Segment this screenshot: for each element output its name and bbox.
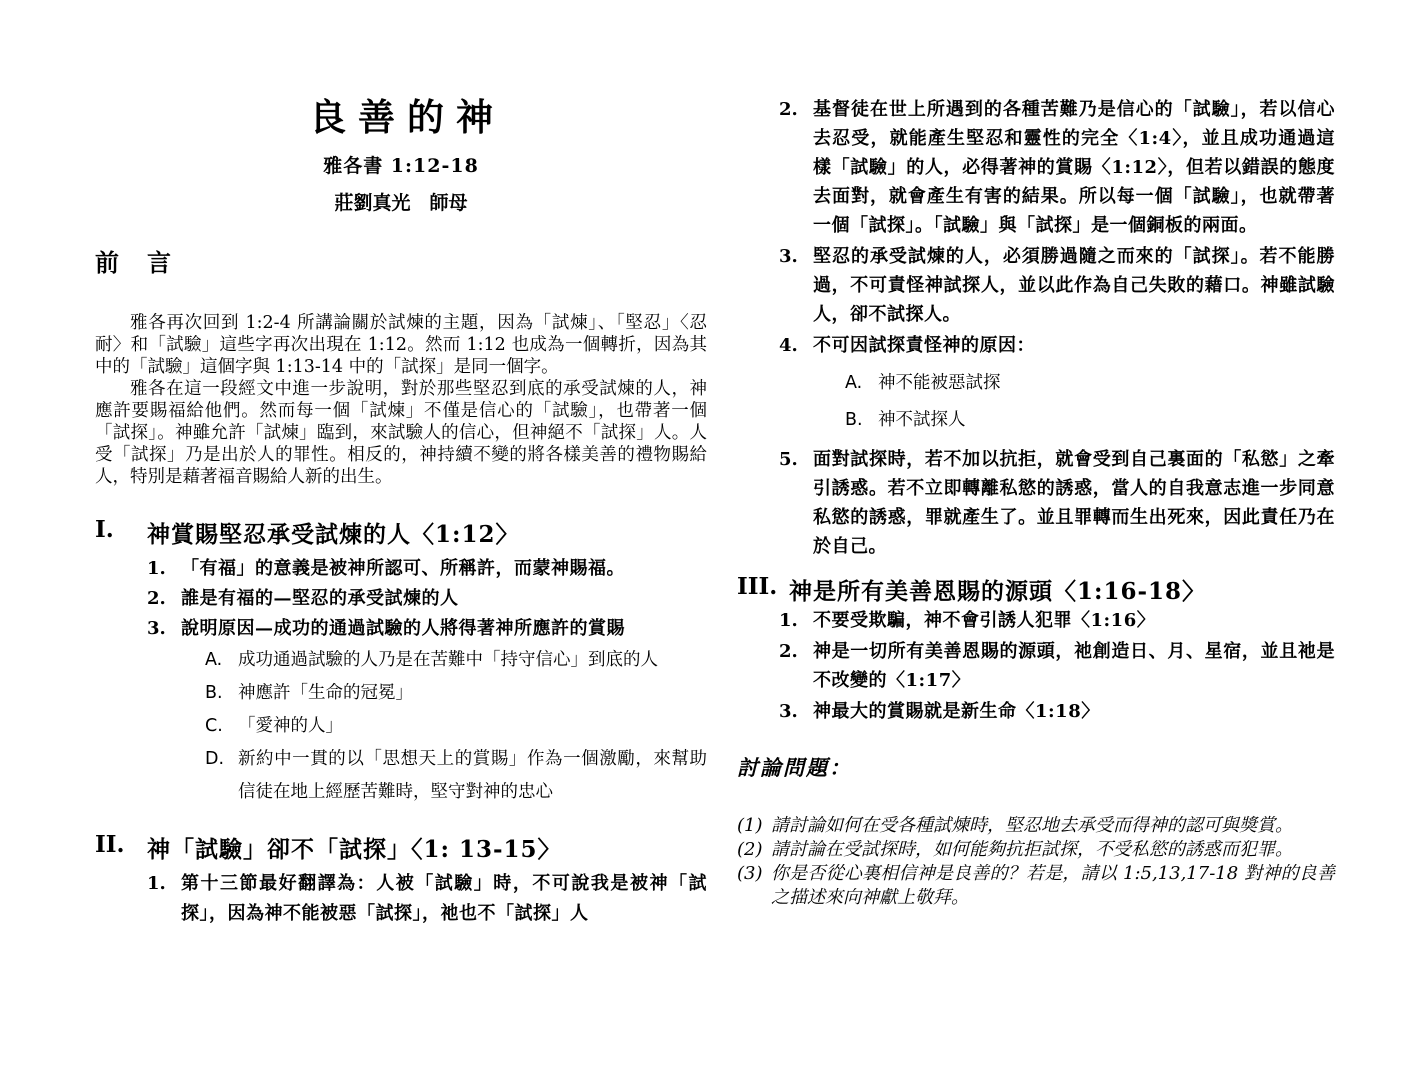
question-number: (2): [737, 839, 763, 860]
section-2-title: 神「試驗」卻不「試探」〈1: 13-15〉: [147, 836, 562, 863]
section-2-subitems: [845, 365, 1335, 439]
outline-item: [779, 331, 1335, 360]
section-1-title: 神賞賜堅忍承受試煉的人〈1:12〉: [147, 521, 520, 548]
item-text: 誰是有福的—堅忍的承受試煉的人: [181, 588, 459, 609]
outline-subitem: [205, 644, 707, 677]
section-3-numeral: III.: [737, 573, 778, 600]
outline-item: [147, 554, 707, 584]
section-1-subitems: [205, 644, 707, 809]
section-2-heading: [95, 831, 707, 864]
item-text: 堅忍的承受試煉的人，必須勝過隨之而來的「試探」。若不能勝過，不可責怪神試探人，並以此作為自己失敗的藉口。神雖試驗人，卻不試探人。: [813, 246, 1335, 325]
item-number: 5.: [779, 449, 798, 470]
item-number: 1.: [779, 610, 798, 631]
subitem-text: 成功通過試驗的人乃是在苦難中「持守信心」到底的人: [238, 650, 658, 670]
subitem-letter: B.: [205, 683, 223, 703]
right-column: [737, 95, 1335, 910]
discussion-heading: 討論問題：: [737, 755, 852, 780]
preface-heading: 前 言: [95, 248, 173, 277]
discussion-question: [737, 814, 1335, 838]
outline-item: [147, 614, 707, 644]
item-text: 不可因試探責怪神的原因：: [813, 335, 1035, 356]
subitem-text: 新約中一貫的以「思想天上的賞賜」作為一個激勵，來幫助信徒在地上經歷苦難時，堅守對神的忠心: [238, 749, 707, 802]
item-number: 1.: [147, 558, 166, 579]
outline-subitem: [205, 677, 707, 710]
item-number: 2.: [779, 641, 798, 662]
section-1-items: [147, 554, 707, 644]
section-3-title: 神是所有美善恩賜的源頭〈1:16-18〉: [789, 578, 1207, 605]
subitem-text: 神應許「生命的冠冕」: [238, 683, 413, 703]
item-number: 3.: [779, 701, 798, 722]
discussion-question: [737, 838, 1335, 862]
subitem-text: 神不試探人: [878, 410, 966, 430]
author-name: 莊劉真光 師母: [334, 192, 468, 214]
outline-item: [779, 697, 1335, 726]
item-text: 神是一切所有美善恩賜的源頭，祂創造日、月、星宿，並且祂是不改變的〈1:17〉: [813, 641, 1335, 691]
item-text: 神最大的賞賜就是新生命〈1:18〉: [813, 701, 1100, 722]
section-2-items-left: [147, 869, 707, 929]
subitem-letter: C.: [205, 716, 223, 736]
outline-subitem: [205, 743, 707, 809]
question-number: (1): [737, 815, 763, 836]
subitem-text: 「愛神的人」: [238, 716, 343, 736]
subitem-text: 神不能被惡試探: [878, 373, 1001, 393]
outline-item: [779, 95, 1335, 240]
outline-subitem: [845, 402, 1335, 439]
subitem-letter: A.: [205, 650, 223, 670]
item-number: 1.: [147, 873, 166, 894]
item-number: 2.: [147, 588, 166, 609]
question-text: 請討論如何在受各種試煉時，堅忍地去承受而得神的認可與獎賞。: [771, 815, 1293, 836]
section-1-heading: [95, 516, 707, 549]
outline-subitem: [845, 365, 1335, 402]
section-2-item-5: [779, 445, 1335, 561]
section-3-items: [779, 606, 1335, 726]
section-2-numeral: II.: [95, 831, 125, 858]
outline-item: [779, 242, 1335, 329]
scripture-reference: 雅各書 1:12-18: [323, 155, 479, 177]
item-text: 「有福」的意義是被神所認可、所稱許，而蒙神賜福。: [181, 558, 625, 579]
item-text: 第十三節最好翻譯為：人被「試驗」時，不可說我是被神「試探」，因為神不能被惡「試探」，祂也不「試探」人: [181, 873, 707, 924]
item-text: 面對試探時，若不加以抗拒，就會受到自己裏面的「私慾」之牽引誘惑。若不立即轉離私慾的誘惑，當人的自我意志進一步同意私慾的誘惑，罪就產生了。並且罪轉而生出死來，因此責任乃在於自己。: [813, 449, 1335, 557]
item-number: 2.: [779, 99, 798, 120]
outline-item: [147, 869, 707, 929]
section-1-numeral: I.: [95, 516, 114, 543]
outline-item: [779, 606, 1335, 635]
item-number: 4.: [779, 335, 798, 356]
item-text: 不要受欺騙，神不會引誘人犯罪〈1:16〉: [813, 610, 1156, 631]
document-title: 良善的神: [309, 95, 505, 139]
item-text: 基督徒在世上所遇到的各種苦難乃是信心的「試驗」，若以信心去忍受，就能產生堅忍和靈性的完全〈1:4〉，並且成功通過這樣「試驗」的人，必得著神的賞賜〈1:12〉，但若以錯誤的態度去面對，就會產生有害的結果。所以每一個「試驗」，也就帶著一個「試探」。「試驗」與「試探」是一個銅板的兩面。: [813, 99, 1335, 236]
preface-paragraph-1: 雅各再次回到 1:2-4 所講論關於試煉的主題，因為「試煉」、「堅忍」〈忍耐〉和「試驗」這些字再次出現在 1:12。然而 1:12 也成為一個轉折，因為其中的「試驗」這個字與 1:13-14 中的「試探」是同一個字。: [95, 313, 707, 377]
item-number: 3.: [779, 246, 798, 267]
document-header: [95, 95, 707, 215]
section-2-items-right: [779, 95, 1335, 360]
subitem-letter: B.: [845, 410, 863, 430]
section-3-heading: [737, 573, 1335, 606]
item-text: 說明原因—成功的通過試驗的人將得著神所應許的賞賜: [181, 618, 625, 639]
question-text: 你是否從心裏相信神是良善的？若是，請以 1:5,13,17-18 對神的良善之描述來向神獻上敬拜。: [771, 863, 1335, 908]
question-number: (3): [737, 863, 763, 884]
outline-item: [779, 637, 1335, 695]
outline-item: [147, 584, 707, 614]
subitem-letter: A.: [845, 373, 863, 393]
left-column: [95, 95, 707, 929]
discussion-questions: [737, 814, 1335, 910]
outline-subitem: [205, 710, 707, 743]
item-number: 3.: [147, 618, 166, 639]
preface-paragraph-2: 雅各在這一段經文中進一步說明，對於那些堅忍到底的承受試煉的人，神應許要賜福給他們。然而每一個「試煉」不僅是信心的「試驗」，也帶著一個「試探」。神雖允許「試煉」臨到，來試驗人的信心，但神絕不「試探」人。人受「試探」乃是出於人的罪性。相反的，神持續不變的將各樣美善的禮物賜給人，特別是藉著福音賜給人新的出生。: [95, 379, 707, 487]
outline-item: [779, 445, 1335, 561]
discussion-question: [737, 862, 1335, 910]
question-text: 請討論在受試探時，如何能夠抗拒試探，不受私慾的誘惑而犯罪。: [771, 839, 1293, 860]
subitem-letter: D.: [205, 749, 225, 769]
